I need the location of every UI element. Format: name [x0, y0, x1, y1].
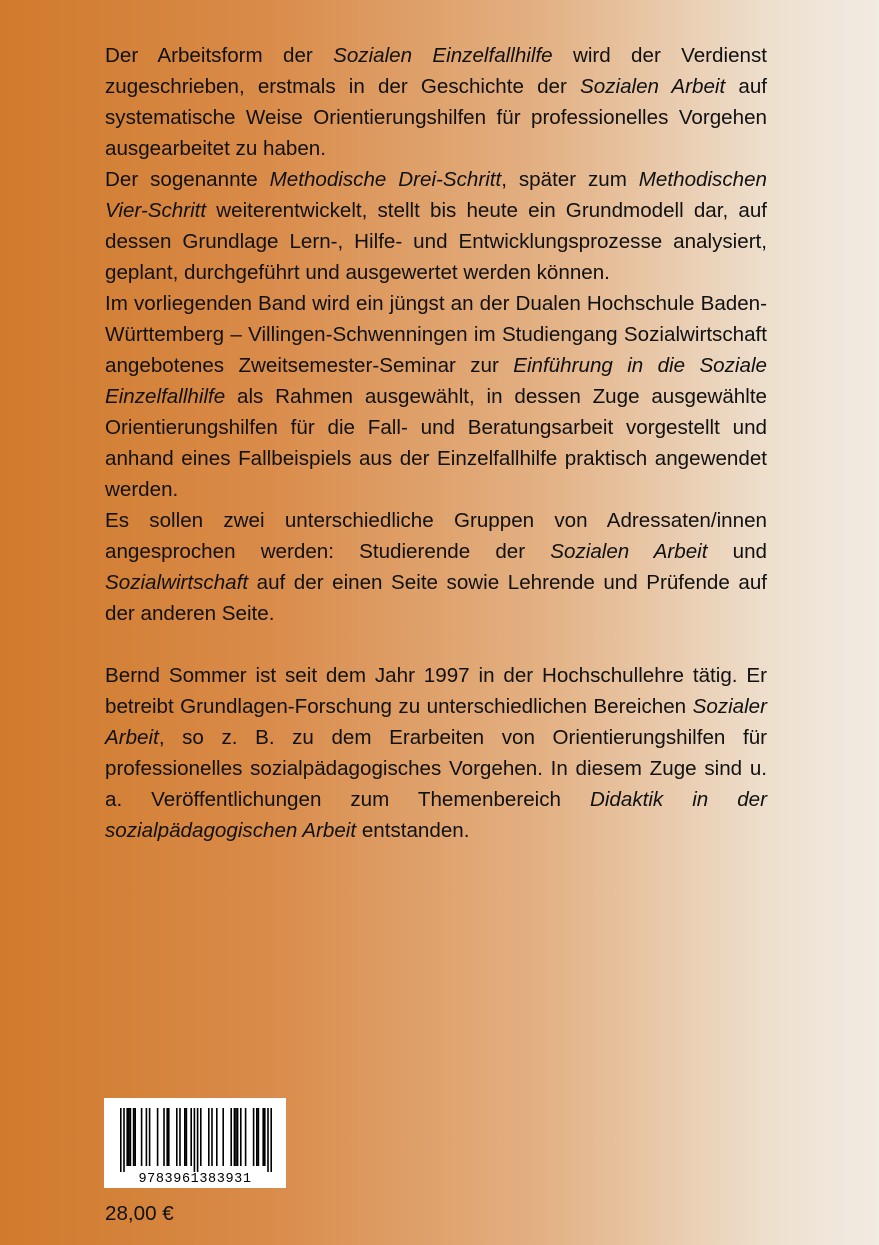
barcode-bar — [197, 1108, 199, 1172]
barcode-bars — [120, 1108, 272, 1172]
barcode-bar — [190, 1108, 192, 1166]
blurb-paragraphs — [105, 40, 767, 629]
italic-term: Sozialen Einzelfallhilfe — [333, 44, 553, 67]
author-bio-paragraph — [105, 660, 767, 846]
barcode-bar — [264, 1108, 266, 1166]
barcode-bar — [237, 1108, 239, 1166]
italic-term: Sozialwirtschaft — [105, 571, 249, 594]
barcode-bar — [262, 1108, 264, 1166]
text-run: Es sollen zwei unterschiedliche Gruppen von Adressaten/innen angesprochen werden: Studierende der — [105, 509, 767, 563]
italic-term: Sozialen Arbeit — [550, 540, 708, 563]
barcode-bar — [186, 1108, 188, 1166]
back-cover-blurb — [105, 40, 767, 846]
text-run: auf systematische Weise Orientierungshilfen für professionelles Vorgehen ausgearbeitet zu haben. — [105, 75, 767, 160]
barcode-bar — [256, 1108, 258, 1166]
barcode-bar — [176, 1108, 178, 1166]
barcode-bar — [166, 1108, 168, 1166]
barcode-bar — [128, 1108, 130, 1166]
barcode-bar — [149, 1108, 151, 1166]
italic-term: Sozialen Arbeit — [580, 75, 726, 98]
barcode-bar — [123, 1108, 125, 1172]
text-run: und — [707, 540, 767, 563]
barcode-bar — [141, 1108, 143, 1166]
barcode-bar — [179, 1108, 181, 1166]
barcode-bar — [240, 1108, 242, 1166]
italic-term: Didaktik in der sozialpädagogischen Arbeit — [105, 788, 767, 842]
barcode-bar — [157, 1108, 159, 1166]
barcode-bar — [258, 1108, 260, 1166]
price: 28,00 € — [105, 1202, 174, 1225]
barcode-digits: 9783961383931 — [138, 1172, 252, 1187]
text-run: Bernd Sommer ist seit dem Jahr 1997 in der Hochschullehre tätig. Er betreibt Grundlagen-Forschung zu unterschiedlichen Bereichen — [105, 664, 767, 718]
italic-term: Einführung in die Soziale Einzelfallhilfe — [105, 354, 767, 408]
barcode-bar — [235, 1108, 237, 1166]
blurb-paragraph — [105, 40, 767, 164]
barcode-bar — [168, 1108, 170, 1166]
barcode-bar — [134, 1108, 136, 1166]
blurb-paragraph — [105, 164, 767, 288]
text-run: , so z. B. zu dem Erarbeiten von Orientierungshilfen für professionelles sozialpädagogisches Vorgehen. In diesem Zuge sind u. a. Veröffentlichungen zum Themenbereich — [105, 726, 767, 811]
text-run: Im vorliegenden Band wird ein jüngst an der Dualen Hochschule Baden-Württemberg – Villingen-Schwenningen im Studiengang Sozialwirtschaft angebotenes Zweitsemester-Seminar zur — [105, 292, 767, 377]
barcode-graphic — [104, 1098, 286, 1188]
text-run: als Rahmen ausgewählt, in dessen Zuge ausgewählte Orientierungshilfen für die Fall- und Beratungsarbeit vorgestellt und anhand eines Fallbeispiels aus der Einzelfallhilfe praktisch angewendet werden. — [105, 385, 767, 501]
barcode-bar — [216, 1108, 218, 1166]
isbn-barcode — [104, 1098, 286, 1188]
barcode-bar — [130, 1108, 132, 1166]
text-run: weiterentwickelt, stellt bis heute ein Grundmodell dar, auf dessen Grundlage Lern-, Hilfe- und Entwicklungsprozesse analysiert, geplant, durchgeführt und ausgewertet werden können. — [105, 199, 767, 284]
text-run: entstanden. — [356, 819, 470, 842]
barcode-bar — [267, 1108, 269, 1172]
barcode-bar — [133, 1108, 135, 1166]
barcode-bar — [270, 1108, 272, 1172]
barcode-bar — [184, 1108, 186, 1166]
barcode-bar — [146, 1108, 148, 1166]
text-run: Der Arbeitsform der — [105, 44, 334, 67]
text-run: Der sogenannte — [105, 168, 270, 191]
barcode-bar — [208, 1108, 210, 1166]
text-run: , später zum — [501, 168, 639, 191]
barcode-bar — [163, 1108, 165, 1166]
barcode-bar — [234, 1108, 236, 1166]
italic-term: Methodischen Vier-Schritt — [105, 168, 767, 222]
barcode-bar — [126, 1108, 128, 1166]
barcode-bar — [200, 1108, 202, 1166]
barcode-bar — [222, 1108, 224, 1166]
barcode-bar — [211, 1108, 213, 1166]
barcode-bar — [194, 1108, 196, 1172]
italic-term: Sozialer Arbeit — [105, 695, 767, 749]
barcode-bar — [245, 1108, 247, 1166]
italic-term: Methodische Drei-Schritt — [269, 168, 502, 191]
blurb-paragraph — [105, 505, 767, 629]
text-run: auf der einen Seite sowie Lehrende und Prüfende auf der anderen Seite. — [105, 571, 767, 625]
barcode-bar — [253, 1108, 255, 1166]
barcode-bar — [120, 1108, 122, 1172]
barcode-bar — [230, 1108, 232, 1166]
author-bio — [105, 660, 767, 846]
text-run: wird der Verdienst zugeschrieben, erstmals in der Geschichte der — [105, 44, 767, 98]
blurb-paragraph — [105, 288, 767, 505]
